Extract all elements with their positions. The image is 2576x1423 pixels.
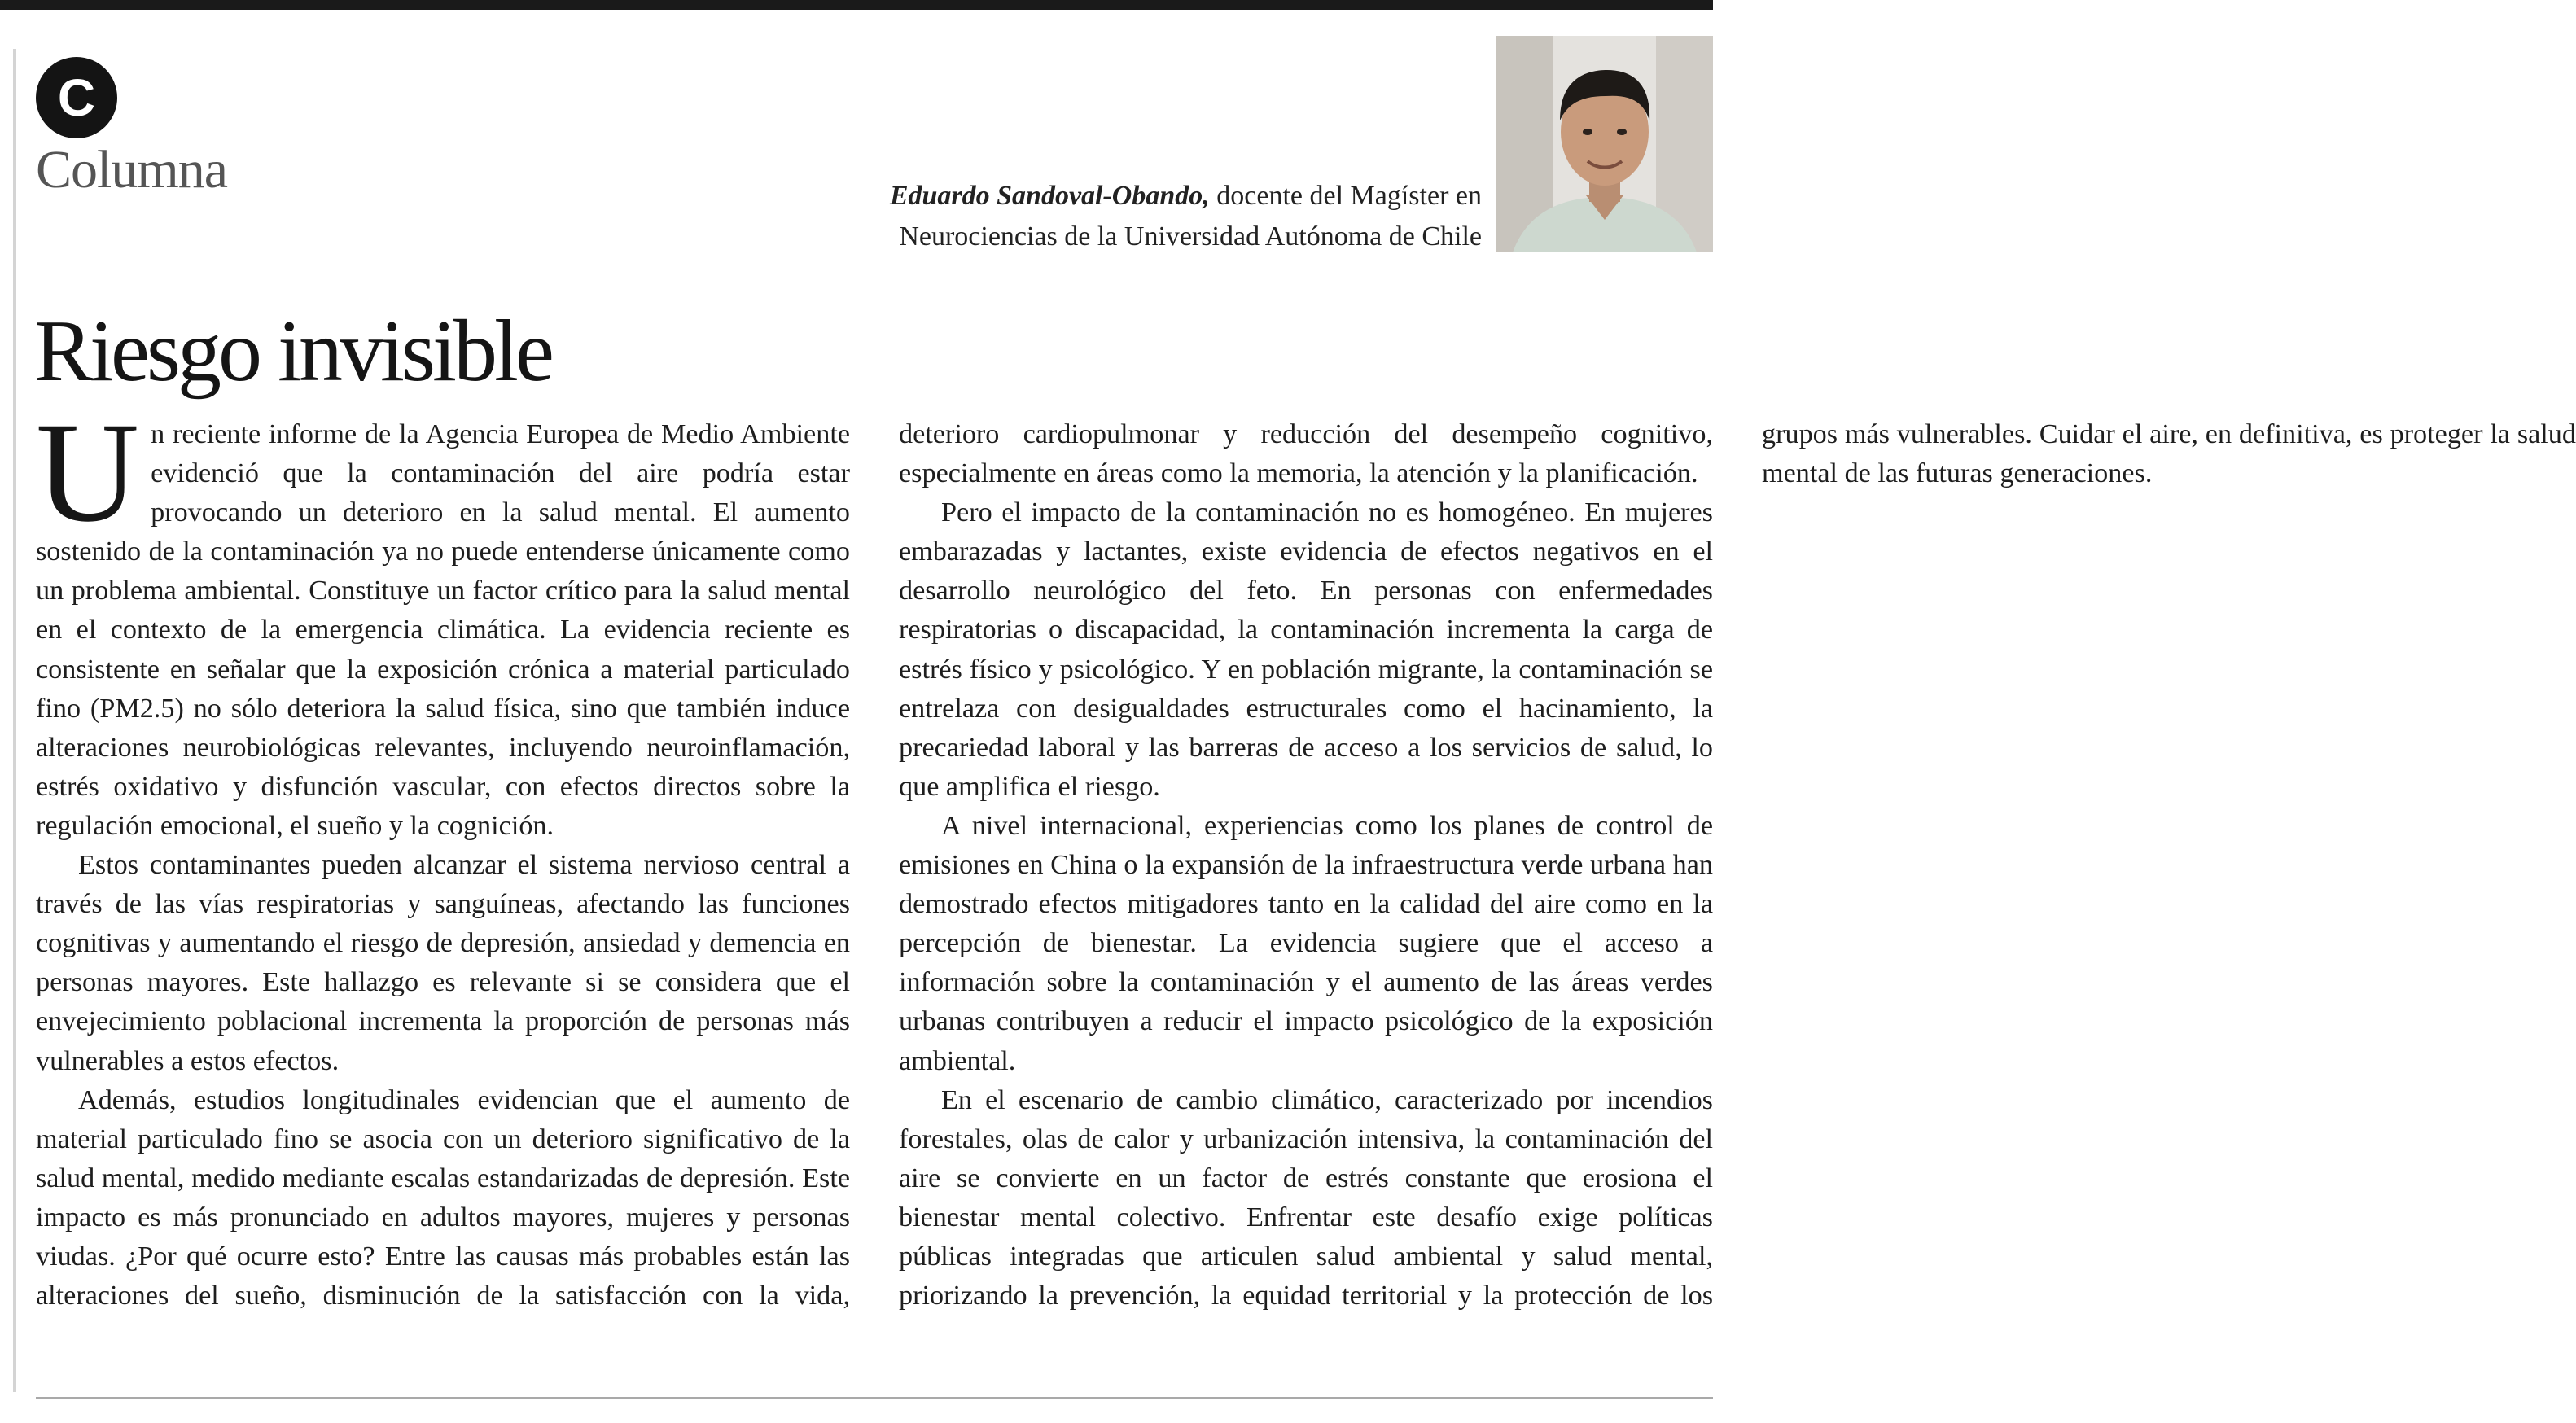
top-rule	[0, 0, 1713, 10]
article-paragraph-5: A nivel internacional, experiencias como los planes de control de emisiones en China o la expansión de la infraestructura verde urbana han demostrado efectos mitigadores tanto en la calidad del aire como en la percepción de bienestar. La evidencia sugiere que el acceso a información sobre la contaminación y el aumento de las áreas verdes urbanas contribuyen a reducir el impacto psicológico de la exposición ambiental.	[899, 810, 1713, 1076]
author-affiliation: Neurociencias de la Universidad Autónoma de Chile	[899, 221, 1482, 252]
drop-cap: U	[36, 393, 140, 552]
author-name: Eduardo Sandoval-Obando,	[889, 181, 1210, 211]
article-paragraph-3: Además, estudios longitudinales evidencian que el aumento de material particulado fino se asocia con un deterioro significativo de la salud mental, medido mediante escalas estandarizadas de depresión. Este impacto es más pronunciado en adultos mayores, mujeres y personas viudas. ¿Por qué ocurre esto? Entre las causas más probables están las alteraciones del sueño, disminución de la satisfacción con la vida, deterioro cardiopulmonar y reducción del desempeño cognitivo, especialmente en áreas como la memoria, la atención y la planificación.	[36, 419, 1713, 1311]
author-role: docente del Magíster en	[1209, 181, 1482, 211]
article-title: Riesgo invisible	[34, 303, 551, 400]
author-portrait-icon	[1496, 36, 1713, 252]
section-label: Columna	[36, 140, 227, 199]
article-paragraph-6: En el escenario de cambio climático, caracterizado por incendios forestales, olas de calor y urbanización intensiva, la contaminación del aire se convierte en un factor de estrés constante que erosiona el bienestar mental colectivo. Enfrentar este desafío exige políticas públicas integradas que articulen salud ambiental y salud mental, priorizando la prevención, la equidad territorial y la protección de los grupos más vulnerables. Cuidar el aire, en definitiva, es proteger la salud mental de las futuras generaciones.	[899, 419, 2576, 1311]
paragraph-1-text: n reciente informe de la Agencia Europea de Medio Ambiente evidenció que la contaminación del aire podría estar provocando un deterioro en la salud mental. El aumento sostenido de la contaminación ya no puede entenderse únicamente como un problema ambiental. Constituye un factor crítico para la salud mental en el contexto de la emergencia climática. La evidencia reciente es consistente en señalar que la exposición crónica a material particulado fino (PM2.5) no sólo deteriora la salud física, sino que también induce alteraciones neurobiológicas relevantes, incluyendo neuroinflamación, estrés oxidativo y disfunción vascular, con efectos directos sobre la regulación emocional, el sueño y la cognición.	[36, 419, 850, 841]
bottom-rule	[36, 1397, 1713, 1399]
column-badge-icon	[36, 57, 117, 138]
column-badge-letter: C	[57, 68, 96, 127]
author-byline	[890, 176, 1482, 257]
article-paragraph-2: Estos contaminantes pueden alcanzar el sistema nervioso central a través de las vías respiratorias y sanguíneas, afectando las funciones cognitivas y aumentando el riesgo de depresión, ansiedad y demencia en personas mayores. Este hallazgo es relevante si se considera que el envejecimiento poblacional incrementa la proporción de personas más vulnerables a estos efectos.	[36, 850, 850, 1076]
left-margin-rule	[13, 49, 16, 1392]
article-paragraph-1	[36, 393, 850, 846]
article-body	[36, 393, 2576, 1392]
article-paragraph-4: Pero el impacto de la contaminación no es homogéneo. En mujeres embarazadas y lactantes, existe evidencia de efectos negativos en el desarrollo neurológico del feto. En personas con enfermedades respiratorias o discapacidad, la contaminación incrementa la carga de estrés físico y psicológico. Y en población migrante, la contaminación se entrelaza con desigualdades estructurales como el hacinamiento, la precariedad laboral y las barreras de acceso a los servicios de salud, lo que amplifica el riesgo.	[899, 497, 1713, 802]
